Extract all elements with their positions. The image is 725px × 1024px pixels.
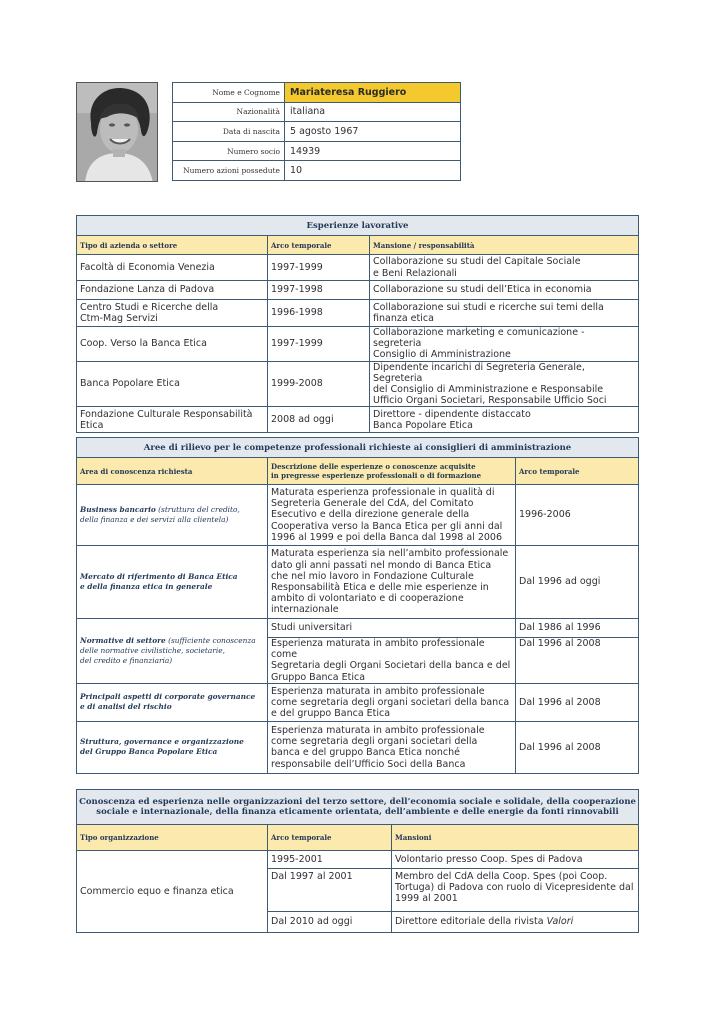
period-cell: 1995-2001 xyxy=(268,851,392,869)
company-cell: Centro Studi e Ricerche della Ctm-Mag Servizi xyxy=(77,300,268,327)
experience-table xyxy=(76,215,639,433)
table-row xyxy=(173,141,461,161)
period-cell: 1997-1999 xyxy=(268,255,370,281)
role-cell: Collaborazione su studi del Capitale Sociale e Beni Relazionali xyxy=(370,255,639,281)
table-row xyxy=(77,546,639,619)
table-row xyxy=(173,161,461,181)
column-header: Tipo organizzazione xyxy=(77,825,268,851)
role-cell: Membro del CdA della Coop. Spes (poi Coop. Tortuga) di Padova con ruolo di Vicepresidente dal 1999 al 2001 xyxy=(392,869,639,912)
company-cell: Fondazione Culturale Responsabilità Etica xyxy=(77,407,268,433)
period-cell: Dal 1996 al 2008 xyxy=(516,721,639,773)
description-cell: Studi universitari xyxy=(268,619,516,638)
area-cell: Principali aspetti di corporate governance e di analisi del rischio xyxy=(77,683,268,721)
table-row xyxy=(77,619,639,638)
table-row xyxy=(77,721,639,773)
nationality-value: italiana xyxy=(285,102,461,122)
period-cell: Dal 1996 ad oggi xyxy=(516,546,639,619)
column-header: Tipo di azienda o settore xyxy=(77,236,268,255)
area-cell: Mercato di riferimento di Banca Etica e della finanza etica in generale xyxy=(77,546,268,619)
name-value: Mariateresa Ruggiero xyxy=(285,83,461,103)
column-header: Mansione / responsabilità xyxy=(370,236,639,255)
table-row xyxy=(77,485,639,546)
table-row xyxy=(173,83,461,103)
period-cell: Dal 1997 al 2001 xyxy=(268,869,392,912)
third-sector-table xyxy=(76,789,639,933)
table-row xyxy=(77,327,639,362)
role-cell: Direttore - dipendente distaccato Banca Popolare Etica xyxy=(370,407,639,433)
description-cell: Maturata esperienza professionale in qualità di Segreteria Generale del CdA, del Comitato Esecutivo e della direzione generale della Cooperativa verso la Banca Etica per gli anni dal 1996 al 1999 e poi della Banca dal 1998 al 2006 xyxy=(268,485,516,546)
member-number-value: 14939 xyxy=(285,141,461,161)
period-cell: 1999-2008 xyxy=(268,361,370,407)
period-cell: Dal 2010 ad oggi xyxy=(268,912,392,933)
period-cell: Dal 1996 al 2008 xyxy=(516,638,639,684)
competences-table xyxy=(76,437,639,774)
table-row xyxy=(77,361,639,407)
role-cell: Dipendente incarichi di Segreteria Generale, Segreteria del Consiglio di Amministrazione e Responsabile Ufficio Organi Societari, Responsabile Ufficio Soci xyxy=(370,361,639,407)
period-cell: Dal 1996 al 2008 xyxy=(516,683,639,721)
column-header: Arco temporale xyxy=(268,236,370,255)
role-cell: Direttore editoriale della rivista Valori xyxy=(392,912,639,933)
company-cell: Coop. Verso la Banca Etica xyxy=(77,327,268,362)
description-cell: Esperienza maturata in ambito professionale come segretaria degli organi societari della banca e del gruppo Banca Etica nonché responsabile dell’Ufficio Soci della Banca xyxy=(268,721,516,773)
company-cell: Fondazione Lanza di Padova xyxy=(77,281,268,300)
organization-cell: Commercio equo e finanza etica xyxy=(77,851,268,933)
description-cell: Maturata esperienza sia nell’ambito professionale dato gli anni passati nel mondo di Banca Etica che nel mio lavoro in Fondazione Culturale Responsabilità Etica e delle mie esperienze in ambito di volontariato e di cooperazione internazionale xyxy=(268,546,516,619)
shares-value: 10 xyxy=(285,161,461,181)
table-row xyxy=(77,851,639,869)
area-cell: Struttura, governance e organizzazione del Gruppo Banca Popolare Etica xyxy=(77,721,268,773)
role-cell: Collaborazione sui studi e ricerche sui temi della finanza etica xyxy=(370,300,639,327)
company-cell: Facoltà di Economia Venezia xyxy=(77,255,268,281)
birthdate-value: 5 agosto 1967 xyxy=(285,122,461,142)
section-title: Conoscenza ed esperienza nelle organizzazioni del terzo settore, dell’economia sociale e solidale, della cooperazione sociale e internazionale, della finanza eticamente orientata, dell’ambiente e delle energie da fonti rinnovabili xyxy=(77,790,639,825)
section-title: Aree di rilievo per le competenze professionali richieste ai consiglieri di amministrazione xyxy=(77,438,639,458)
area-cell: Business bancario (struttura del credito, della finanza e dei servizi alla clientela) xyxy=(77,485,268,546)
identity-table xyxy=(172,82,461,181)
column-header: Area di conoscenza richiesta xyxy=(77,458,268,485)
field-label: Nome e Cognome xyxy=(173,83,285,103)
table-row xyxy=(77,300,639,327)
company-cell: Banca Popolare Etica xyxy=(77,361,268,407)
column-header: Arco temporale xyxy=(268,825,392,851)
description-cell: Esperienza maturata in ambito professionale come segretaria degli organi societari della banca e del gruppo Banca Etica xyxy=(268,683,516,721)
period-cell: 1997-1998 xyxy=(268,281,370,300)
period-cell: Dal 1986 al 1996 xyxy=(516,619,639,638)
table-row xyxy=(173,122,461,142)
description-cell: Esperienza maturata in ambito professionale come Segretaria degli Organi Societari della banca e del Gruppo Banca Etica xyxy=(268,638,516,684)
profile-photo xyxy=(76,82,158,182)
field-label: Data di nascita xyxy=(173,122,285,142)
column-header: Mansioni xyxy=(392,825,639,851)
period-cell: 1996-2006 xyxy=(516,485,639,546)
column-header: Arco temporale xyxy=(516,458,639,485)
table-row xyxy=(77,281,639,300)
role-cell: Collaborazione su studi dell’Etica in economia xyxy=(370,281,639,300)
field-label: Nazionalità xyxy=(173,102,285,122)
table-row xyxy=(173,102,461,122)
field-label: Numero azioni possedute xyxy=(173,161,285,181)
role-cell: Collaborazione marketing e comunicazione - segreteria Consiglio di Amministrazione xyxy=(370,327,639,362)
table-row xyxy=(77,255,639,281)
role-cell: Volontario presso Coop. Spes di Padova xyxy=(392,851,639,869)
period-cell: 1996-1998 xyxy=(268,300,370,327)
area-cell: Normative di settore (sufficiente conoscenza delle normative civilistiche, societarie, del credito e finanziaria) xyxy=(77,619,268,684)
field-label: Numero socio xyxy=(173,141,285,161)
table-row xyxy=(77,407,639,433)
period-cell: 1997-1999 xyxy=(268,327,370,362)
table-row xyxy=(77,683,639,721)
column-header: Descrizione delle esperienze o conoscenze acquisite in pregresse esperienze professionali o di formazione xyxy=(268,458,516,485)
section-title: Esperienze lavorative xyxy=(77,216,639,236)
period-cell: 2008 ad oggi xyxy=(268,407,370,433)
